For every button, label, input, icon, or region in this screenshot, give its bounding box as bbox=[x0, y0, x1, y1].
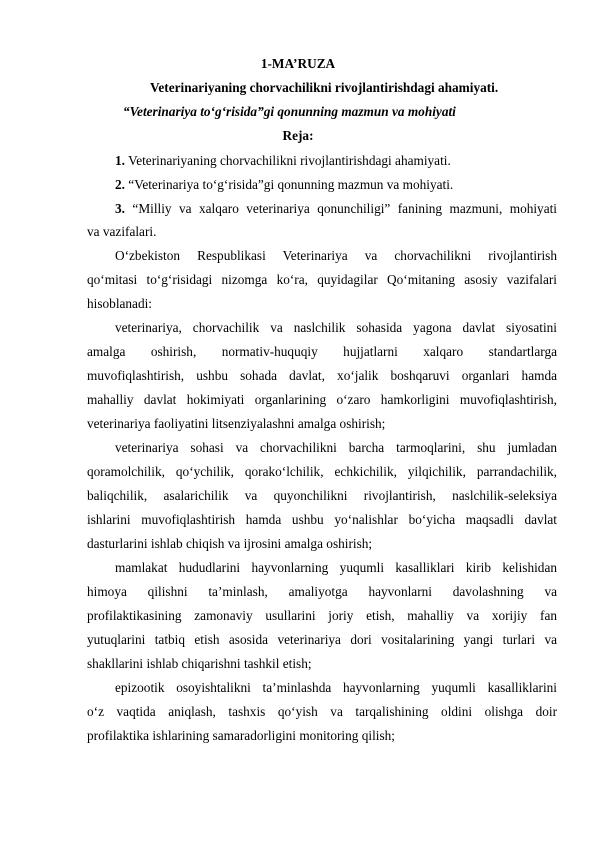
plan-item-text: “Veterinariya to‘g‘risida”gi qonunning mazmun va mohiyati. bbox=[124, 177, 454, 192]
text-line: veterinariya faoliyatini litsenziyalashni amalga oshirish; bbox=[87, 416, 386, 431]
plan-item-2 bbox=[115, 177, 453, 193]
text-line: O‘zbekiston Respublikasi Veterinariya va chorvachilikni rivojlantirish bbox=[115, 248, 557, 263]
text-line: epizootik osoyishtalikni ta’minlashda hayvonlarning yuqumli kasalliklarini bbox=[115, 680, 557, 695]
text-line: mamlakat hududlarini hayvonlarning yuqumli kasalliklari kirib kelishidan bbox=[115, 560, 557, 575]
text-line: profilaktika ishlarining samaradorligini monitoring qilish; bbox=[87, 728, 395, 743]
text-line: himoya qilishni ta’minlash, amaliyotga hayvonlarni davolashning va bbox=[87, 584, 557, 599]
text-line: va vazifalari. bbox=[87, 224, 157, 239]
text-line: ishlarini muvofiqlashtirish hamda ushbu yo‘nalishlar bo‘yicha maqsadli davlat bbox=[87, 512, 557, 527]
text-line: baliqchilik, asalarichilik va quyonchilikni rivojlantirish, naslchilik-seleksiya bbox=[87, 488, 557, 503]
plan-item-text: Veterinariyaning chorvachilikni rivojlantirishdagi ahamiyati. bbox=[124, 153, 451, 168]
text-line: qoramolchilik, qo‘ychilik, qorako‘lchilik, echkichilik, yilqichilik, parrandachilik, bbox=[87, 464, 557, 479]
plan-item-text: “Milliy va xalqaro veterinariya qonunchiligi” fanining mazmuni, mohiyati bbox=[124, 201, 557, 216]
plan-heading: Reja: bbox=[282, 128, 314, 143]
plan-item-3 bbox=[115, 201, 557, 217]
lecture-title: Veterinariyaning chorvachilikni rivojlantirishdagi ahamiyati. bbox=[150, 80, 499, 95]
plan-item-number: 2. bbox=[115, 177, 125, 192]
text-line: dasturlarini ishlab chiqish va ijrosini amalga oshirish; bbox=[87, 536, 373, 551]
text-line: veterinariya sohasi va chorvachilikni barcha tarmoqlarini, shu jumladan bbox=[115, 440, 557, 455]
text-line: o‘z vaqtida aniqlash, tashxis qo‘yish va tarqalishining oldini olishga doir bbox=[87, 704, 557, 719]
lecture-number: 1-MA’RUZA bbox=[260, 56, 336, 71]
lecture-subtitle: “Veterinariya to‘g‘risida”gi qonunning mazmun va mohiyati bbox=[123, 104, 456, 119]
text-line: shakllarini ishlab chiqarishni tashkil etish; bbox=[87, 656, 312, 671]
plan-item-number: 1. bbox=[115, 153, 125, 168]
text-line: veterinariya, chorvachilik va naslchilik sohasida yagona davlat siyosatini bbox=[115, 320, 557, 335]
plan-item-1 bbox=[115, 153, 451, 169]
text-line: hisoblanadi: bbox=[87, 296, 152, 311]
text-line: mahalliy davlat hokimiyati organlarining o‘zaro hamkorligini muvofiqlashtirish, bbox=[87, 392, 557, 407]
text-line: qo‘mitasi to‘g‘risidagi nizomga ko‘ra, quyidagilar Qo‘mitaning asosiy vazifalari bbox=[87, 272, 557, 287]
text-line: yutuqlarini tatbiq etish asosida veterinariya dori vositalarining yangi turlari va bbox=[87, 632, 557, 647]
text-line: profilaktikasining zamonaviy usullarini joriy etish, mahalliy va xorijiy fan bbox=[87, 608, 557, 623]
text-line: amalga oshirish, normativ-huquqiy hujjatlarni xalqaro standartlarga bbox=[87, 344, 557, 359]
text-line: muvofiqlashtirish, ushbu sohada davlat, xo‘jalik boshqaruvi organlari hamda bbox=[87, 368, 557, 383]
plan-item-number: 3. bbox=[115, 201, 125, 216]
